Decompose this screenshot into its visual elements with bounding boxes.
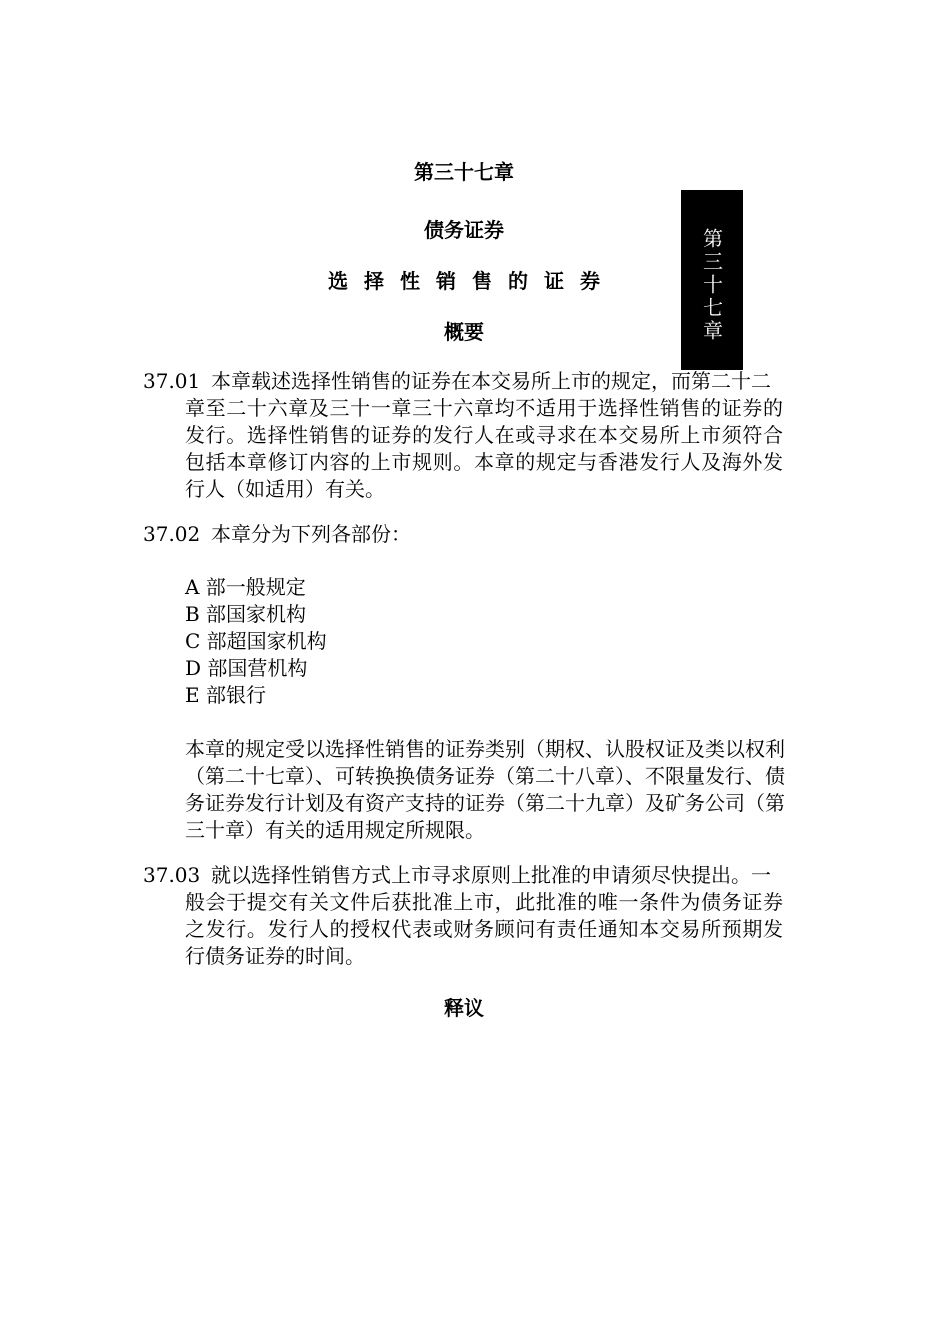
paragraph-number: 37.01	[143, 369, 201, 393]
list-item: B 部国家机构	[185, 602, 307, 626]
list-item: A 部一般规定	[185, 575, 306, 599]
side-tab-label: 第三十七章	[699, 228, 724, 343]
subject-heading: 选择性销售的证券	[328, 269, 616, 293]
paragraph-body: 章至二十六章及三十一章三十六章均不适用于选择性销售的证券的发行。选择性销售的证券的发行人在或寻求在本交易所上市须符合包括本章修订内容的上市规则。本章的规定与香港发行人及海外发行人（如适用）有关。	[185, 396, 783, 501]
list-item: E 部银行	[185, 683, 266, 707]
paragraph-first-line: 本章分为下列各部份：	[211, 522, 411, 546]
limitation-note: 本章的规定受以选择性销售的证券类别（期权、认股权证及类以权利（第二十七章）、可转换换债务证券（第二十八章）、不限量发行、债务证券发行计划及有资产支持的证券（第二十九章）及矿务公司（第三十章）有关的适用规定所规限。	[185, 737, 785, 842]
list-item: D 部国营机构	[185, 656, 308, 680]
paragraph-first-line: 本章载述选择性销售的证券在本交易所上市的规定，而第二十二	[211, 369, 771, 393]
paragraph-37-02	[143, 521, 783, 548]
chapter-heading: 第三十七章	[414, 160, 514, 184]
overview-heading: 概要	[444, 320, 484, 344]
paragraph-number: 37.02	[143, 522, 201, 546]
list-item: C 部超国家机构	[185, 629, 327, 653]
paragraph-37-01	[143, 368, 783, 503]
paragraph-body: 般会于提交有关文件后获批准上市，此批准的唯一条件为债务证券之发行。发行人的授权代表或财务顾问有责任通知本交易所预期发行债务证券的时间。	[185, 890, 783, 968]
definitions-heading: 释议	[444, 996, 484, 1020]
parts-list	[185, 574, 785, 709]
paragraph-37-03	[143, 862, 783, 970]
chapter-side-tab	[681, 190, 743, 370]
topic-heading: 债务证券	[424, 218, 504, 242]
paragraph-first-line: 就以选择性销售方式上市寻求原则上批准的申请须尽快提出。一	[211, 863, 771, 887]
paragraph-number: 37.03	[143, 863, 201, 887]
